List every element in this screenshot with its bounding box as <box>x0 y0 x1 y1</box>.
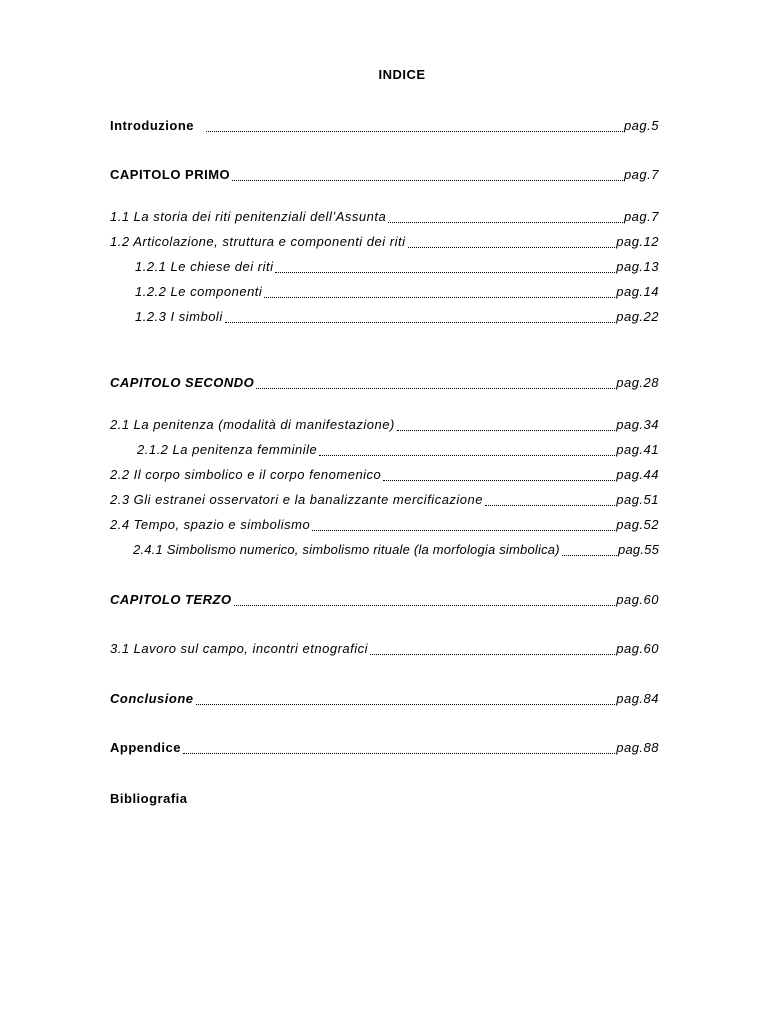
toc-entry-introduzione[interactable] <box>110 116 659 134</box>
dot-leader <box>183 752 615 754</box>
toc-entry-label: 3.1 Lavoro sul campo, incontri etnografici <box>110 641 369 656</box>
toc-page-number: pag.41 <box>616 442 659 457</box>
toc-entry-capitolo-secondo[interactable] <box>110 373 659 391</box>
dot-leader <box>485 504 615 506</box>
toc-entry-1-2[interactable] <box>110 232 659 250</box>
toc-entry-label: 1.2.1 Le chiese dei riti <box>135 259 274 274</box>
dot-leader <box>196 703 616 705</box>
toc-page-number: pag.51 <box>616 492 659 507</box>
toc-entry-2-2[interactable] <box>110 465 659 483</box>
toc-entry-label: 2.4 Tempo, spazio e simbolismo <box>110 517 311 532</box>
toc-page-number: pag.22 <box>616 309 659 324</box>
toc-entry-label: CAPITOLO PRIMO <box>110 167 231 182</box>
toc-entry-label: 1.2 Articolazione, struttura e componenti dei riti <box>110 234 406 249</box>
dot-leader <box>383 479 615 481</box>
dot-leader <box>370 653 615 655</box>
toc-page-number: pag.84 <box>616 691 659 706</box>
toc-entry-conclusione[interactable] <box>110 689 659 707</box>
dot-leader <box>312 529 615 531</box>
dot-leader <box>319 454 615 456</box>
toc-entry-2-4-1[interactable] <box>133 540 659 558</box>
toc-entry-label: 2.4.1 Simbolismo numerico, simbolismo rituale (la morfologia simbolica) <box>133 542 560 557</box>
toc-page-number: pag.7 <box>623 167 659 182</box>
dot-leader <box>275 271 615 273</box>
toc-entry-2-1-2[interactable] <box>137 440 659 458</box>
toc-page-number: pag.88 <box>616 740 659 755</box>
toc-entry-capitolo-terzo[interactable] <box>110 590 659 608</box>
toc-entry-label: 2.3 Gli estranei osservatori e la banalizzante mercificazione <box>110 492 484 507</box>
toc-page-number: pag.5 <box>623 118 659 133</box>
toc-entry-label: 1.2.3 I simboli <box>135 309 223 324</box>
dot-leader <box>408 246 616 248</box>
toc-entry-label: 2.1.2 La penitenza femminile <box>137 442 318 457</box>
toc-page-number: pag.12 <box>616 234 659 249</box>
toc-page-number: pag.13 <box>616 259 659 274</box>
toc-page-number: pag.34 <box>616 417 659 432</box>
dot-leader <box>225 321 616 323</box>
toc-page-number: pag.52 <box>616 517 659 532</box>
dot-leader <box>232 179 623 181</box>
dot-leader <box>264 296 615 298</box>
toc-entry-3-1[interactable] <box>110 639 659 657</box>
dot-leader <box>562 554 617 556</box>
toc-entry-label: 1.2.2 Le componenti <box>135 284 263 299</box>
dot-leader <box>234 604 616 606</box>
toc-entry-label: 2.1 La penitenza (modalità di manifestazione) <box>110 417 395 432</box>
toc-entry-1-1[interactable] <box>110 207 659 225</box>
toc-page-number: pag.60 <box>616 592 659 607</box>
toc-entry-label: CAPITOLO SECONDO <box>110 375 255 390</box>
toc-entry-label: 2.2 Il corpo simbolico e il corpo fenomenico <box>110 467 382 482</box>
toc-entry-appendice[interactable] <box>110 738 659 756</box>
toc-entry-2-3[interactable] <box>110 490 659 508</box>
toc-page-number: pag.14 <box>616 284 659 299</box>
dot-leader <box>206 130 623 132</box>
page-title: INDICE <box>378 67 426 82</box>
toc-page-number: pag.28 <box>616 375 659 390</box>
toc-entry-2-1[interactable] <box>110 415 659 433</box>
toc-entry-label: Appendice <box>110 740 181 755</box>
dot-leader <box>256 387 615 389</box>
toc-entry-label: Bibliografia <box>110 791 188 806</box>
toc-entry-label: 1.1 La storia dei riti penitenziali dell’Assunta <box>110 209 387 224</box>
dot-leader <box>388 221 623 223</box>
toc-entry-1-2-1[interactable] <box>135 257 659 275</box>
toc-page-number: pag.55 <box>618 542 659 557</box>
dot-leader <box>397 429 615 431</box>
toc-entry-1-2-2[interactable] <box>135 282 659 300</box>
toc-entry-label: CAPITOLO TERZO <box>110 592 232 607</box>
toc-entry-label: Introduzione <box>110 118 194 133</box>
toc-page-number: pag.7 <box>623 209 659 224</box>
toc-entry-2-4[interactable] <box>110 515 659 533</box>
toc-page-number: pag.44 <box>616 467 659 482</box>
toc-entry-1-2-3[interactable] <box>135 307 659 325</box>
toc-entry-capitolo-primo[interactable] <box>110 165 659 183</box>
toc-entry-bibliografia[interactable] <box>110 789 659 807</box>
toc-entry-label: Conclusione <box>110 691 194 706</box>
toc-page-number: pag.60 <box>616 641 659 656</box>
